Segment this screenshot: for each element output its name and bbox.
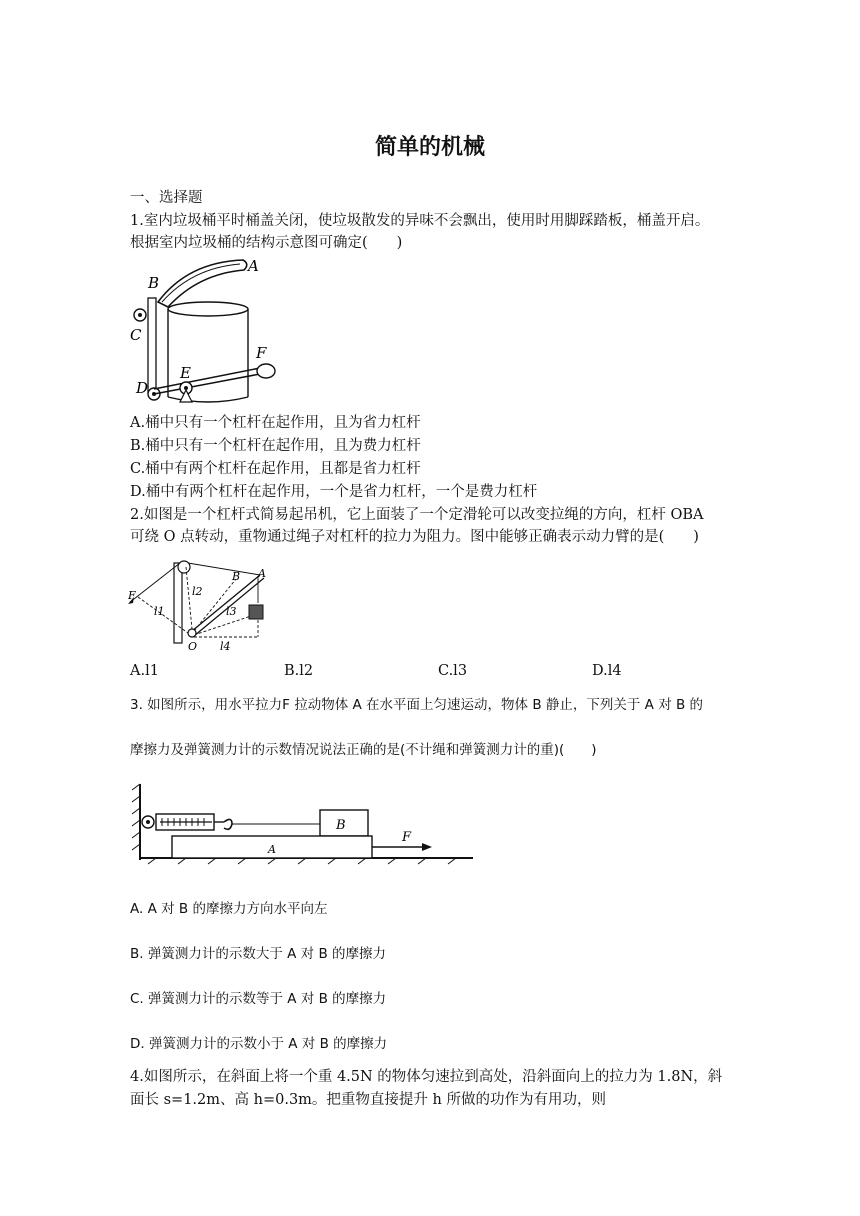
q3-label-b: B [336, 818, 346, 833]
q2-label-l4: l4 [220, 640, 231, 653]
q2-label-l3: l3 [226, 605, 237, 618]
q2-label-a: A [258, 567, 266, 580]
q2-stem-line2: 可绕 O 点转动，重物通过绳子对杠杆的拉力为阻力。图中能够正确表示动力臂的是( ) [130, 529, 699, 545]
q3-label-f: F [402, 830, 412, 845]
q2-label-l2: l2 [192, 585, 203, 598]
q1-label-b: B [148, 274, 160, 292]
page-title: 简单的机械 [374, 135, 485, 160]
q2-label-o: O [188, 640, 198, 653]
q3-stem-line2: 摩擦力及弹簧测力计的示数情况说法正确的是(不计绳和弹簧测力计的重)( ) [130, 742, 597, 758]
q1-trash-can-figure [128, 252, 278, 412]
q1-label-e: E [180, 364, 191, 382]
q2-option-d: D.l4 [592, 663, 622, 679]
q1-option-a: A.桶中只有一个杠杆在起作用，且为省力杠杆 [130, 415, 421, 431]
q1-option-b: B.桶中只有一个杠杆在起作用，且为费力杠杆 [130, 438, 421, 454]
q4-stem-line2: 面长 s=1.2m、高 h=0.3m。把重物直接提升 h 所做的功作为有用功，则 [130, 1092, 606, 1108]
q3-option-d: D. 弹簧测力计的示数小于 A 对 B 的摩擦力 [130, 1036, 388, 1052]
q3-option-a: A. A 对 B 的摩擦力方向水平向左 [130, 901, 328, 917]
q2-stem-line1: 2.如图是一个杠杆式简易起吊机，它上面装了一个定滑轮可以改变拉绳的方向，杠杆 OBA [130, 507, 704, 523]
q3-option-b: B. 弹簧测力计的示数大于 A 对 B 的摩擦力 [130, 946, 387, 962]
q3-spring-scale-figure [128, 780, 478, 870]
q2-label-l1: l1 [154, 605, 165, 618]
q2-option-a: A.l1 [130, 663, 159, 679]
q2-label-b: B [232, 570, 241, 583]
q1-label-a: A [248, 257, 259, 275]
q1-label-d: D [136, 379, 149, 397]
q2-option-c: C.l3 [438, 663, 468, 679]
q1-option-c: C.桶中有两个杠杆在起作用，且都是省力杠杆 [130, 461, 421, 477]
q1-stem-line1: 1.室内垃圾桶平时桶盖关闭，使垃圾散发的异味不会飘出，使用时用脚踩踏板，桶盖开启。 [130, 213, 710, 229]
q1-option-d: D.桶中有两个杠杆在起作用，一个是省力杠杆，一个是费力杠杆 [130, 484, 538, 500]
q1-label-f: F [256, 344, 267, 362]
q3-label-a: A [268, 843, 276, 856]
q3-option-c: C. 弹簧测力计的示数等于 A 对 B 的摩擦力 [130, 991, 387, 1007]
q2-label-f: F [128, 589, 136, 602]
q4-stem-line1: 4.如图所示，在斜面上将一个重 4.5N 的物体匀速拉到高处，沿斜面向上的拉力为 1.8N，斜 [130, 1069, 723, 1085]
q2-crane-lever-figure [128, 553, 278, 653]
q1-label-c: C [130, 326, 142, 344]
q3-stem-line1: 3. 如图所示，用水平拉力F 拉动物体 A 在水平面上匀速运动，物体 B 静止，下列关于 A 对 B 的 [130, 697, 704, 713]
q2-option-b: B.l2 [284, 663, 314, 679]
section-heading: 一、选择题 [130, 190, 203, 206]
q1-stem-line2: 根据室内垃圾桶的结构示意图可确定( ) [130, 235, 403, 251]
